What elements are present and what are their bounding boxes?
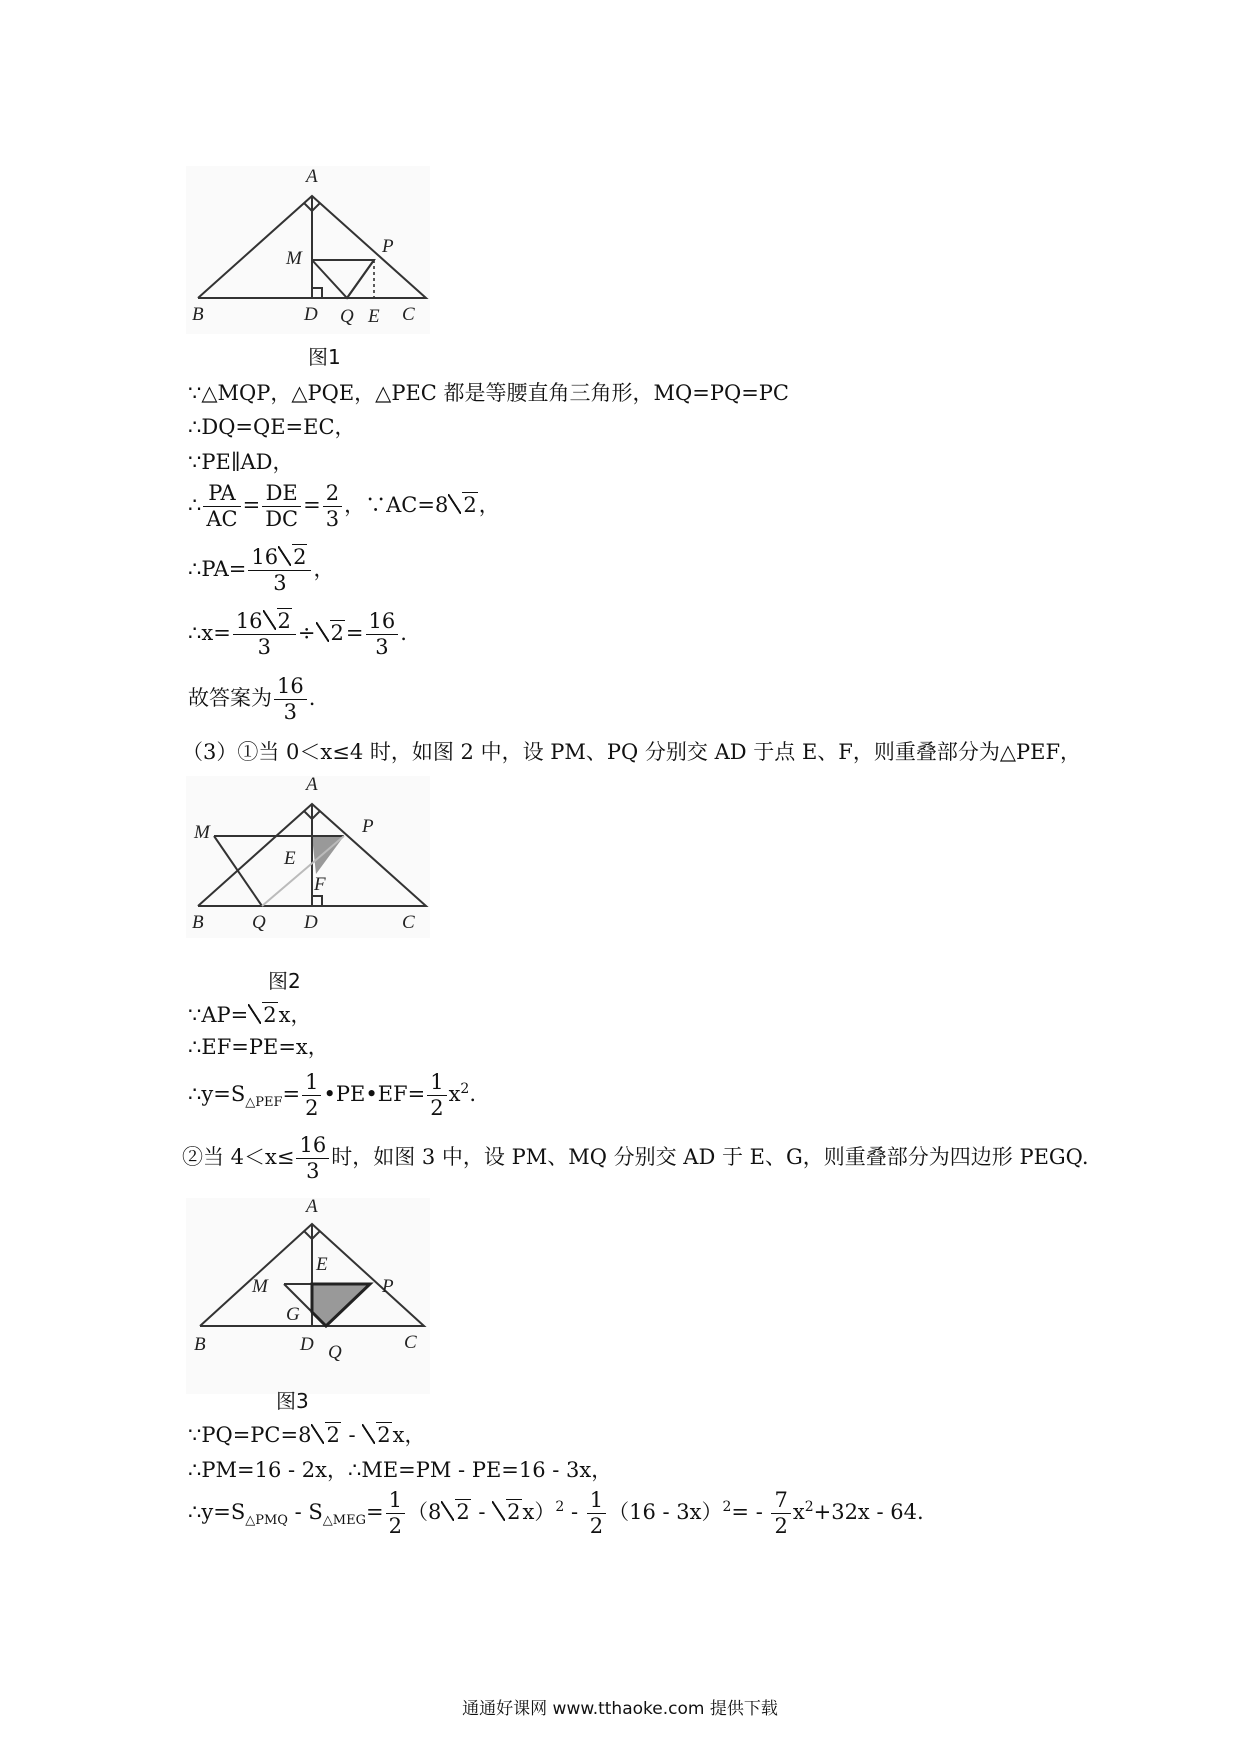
fig3-label-b: B	[194, 1334, 206, 1355]
figure-3-drawing	[186, 1198, 430, 1394]
text-line-10: ∴EF=PE=x，	[188, 1035, 329, 1059]
text-line-7: 故答案为 $\frac{16}{3}$ .	[188, 674, 316, 724]
fig2-label-b: B	[192, 912, 204, 933]
text-line-11: $\therefore y=S_{\triangle PEF}=$ $\frac{1}{2}$ •PE•EF= $\frac{1}{2}$ $x^2$.	[188, 1070, 477, 1120]
fig2-label-m: M	[194, 822, 210, 843]
text-line-2: ∴DQ=QE=EC，	[188, 415, 356, 439]
fig3-label-g: G	[286, 1304, 300, 1325]
figure-2	[186, 776, 430, 938]
text-line-9: ∵AP= 2x，	[188, 1003, 312, 1027]
figure-1-drawing	[186, 166, 430, 334]
text-line-13: ∵PQ=PC=8 2 - 2x，	[188, 1423, 426, 1447]
text-line-3: ∵PE∥AD，	[188, 450, 294, 474]
text-line-5: ∴PA= $\frac{16 2}{3}$ ，	[188, 545, 335, 595]
fig1-label-d: D	[304, 304, 318, 325]
fig3-label-q: Q	[328, 1342, 342, 1363]
fig1-label-q: Q	[340, 306, 354, 327]
text-line-1: ∵△MQP，△PQE，△PEC 都是等腰直角三角形，MQ=PQ=PC	[188, 381, 789, 405]
fig3-label-c: C	[404, 1332, 417, 1353]
text-line-6: ∴x= $\frac{16 2}{3}$ ÷ 2= $\frac{16}{3}$ .	[188, 609, 407, 659]
fig2-label-f: F	[314, 874, 326, 895]
fig2-label-q: Q	[252, 912, 266, 933]
fig3-label-a: A	[306, 1198, 318, 1217]
fig2-label-e: E	[284, 848, 296, 869]
fig2-label-d: D	[304, 912, 318, 933]
figure-2-caption: 图2	[268, 969, 301, 993]
figure-1	[186, 166, 430, 334]
fig2-label-p: P	[362, 816, 374, 837]
text-line-12: ②当 4＜x≤ $\frac{16}{3}$ 时，如图 3 中，设 PM、MQ 分别交 AD 于 E、G，则重叠部分为四边形 PEGQ.	[182, 1133, 1089, 1183]
fig3-label-p: P	[382, 1276, 394, 1297]
fig3-label-e: E	[316, 1254, 328, 1275]
fig2-label-c: C	[402, 912, 415, 933]
text-line-14: ∴PM=16 - 2x，∴ME=PM - PE=16 - 3x，	[188, 1458, 613, 1482]
figure-3-caption: 图3	[276, 1389, 309, 1413]
text-line-8: （3）①当 0＜x≤4 时，如图 2 中，设 PM、PQ 分别交 AD 于点 E、F，则重叠部分为△PEF，	[182, 740, 1082, 764]
text-line-4: ∴ $\frac{PA}{AC}$ = $\frac{DE}{DC}$ = $\frac{2}{3}$ ，∵AC=8 2，	[188, 481, 500, 531]
fig1-label-p: P	[382, 236, 394, 257]
fig1-label-b: B	[192, 304, 204, 325]
fig1-label-c: C	[402, 304, 415, 325]
figure-1-caption: 图1	[308, 345, 341, 369]
figure-3	[186, 1198, 430, 1394]
fig3-label-m: M	[252, 1276, 268, 1297]
fig1-label-m: M	[286, 248, 302, 269]
figure-2-drawing	[186, 776, 430, 938]
fig3-label-d: D	[300, 1334, 314, 1355]
text-line-15: $\therefore y=S_{\triangle PMQ} - S_{\triangle MEG}=$ $\frac{1}{2}$ （8 2 - 2x）$^2$ - $\frac{1}{2}$ （16 - 3x）$^2$= - $\frac{7}{2}$ $x^2+32x - 64$.	[188, 1488, 924, 1538]
footer-text: 通通好课网 www.tthaoke.com 提供下载	[462, 1699, 778, 1719]
fig1-label-a: A	[306, 166, 318, 187]
fig2-label-a: A	[306, 776, 318, 795]
fig1-label-e: E	[368, 306, 380, 327]
